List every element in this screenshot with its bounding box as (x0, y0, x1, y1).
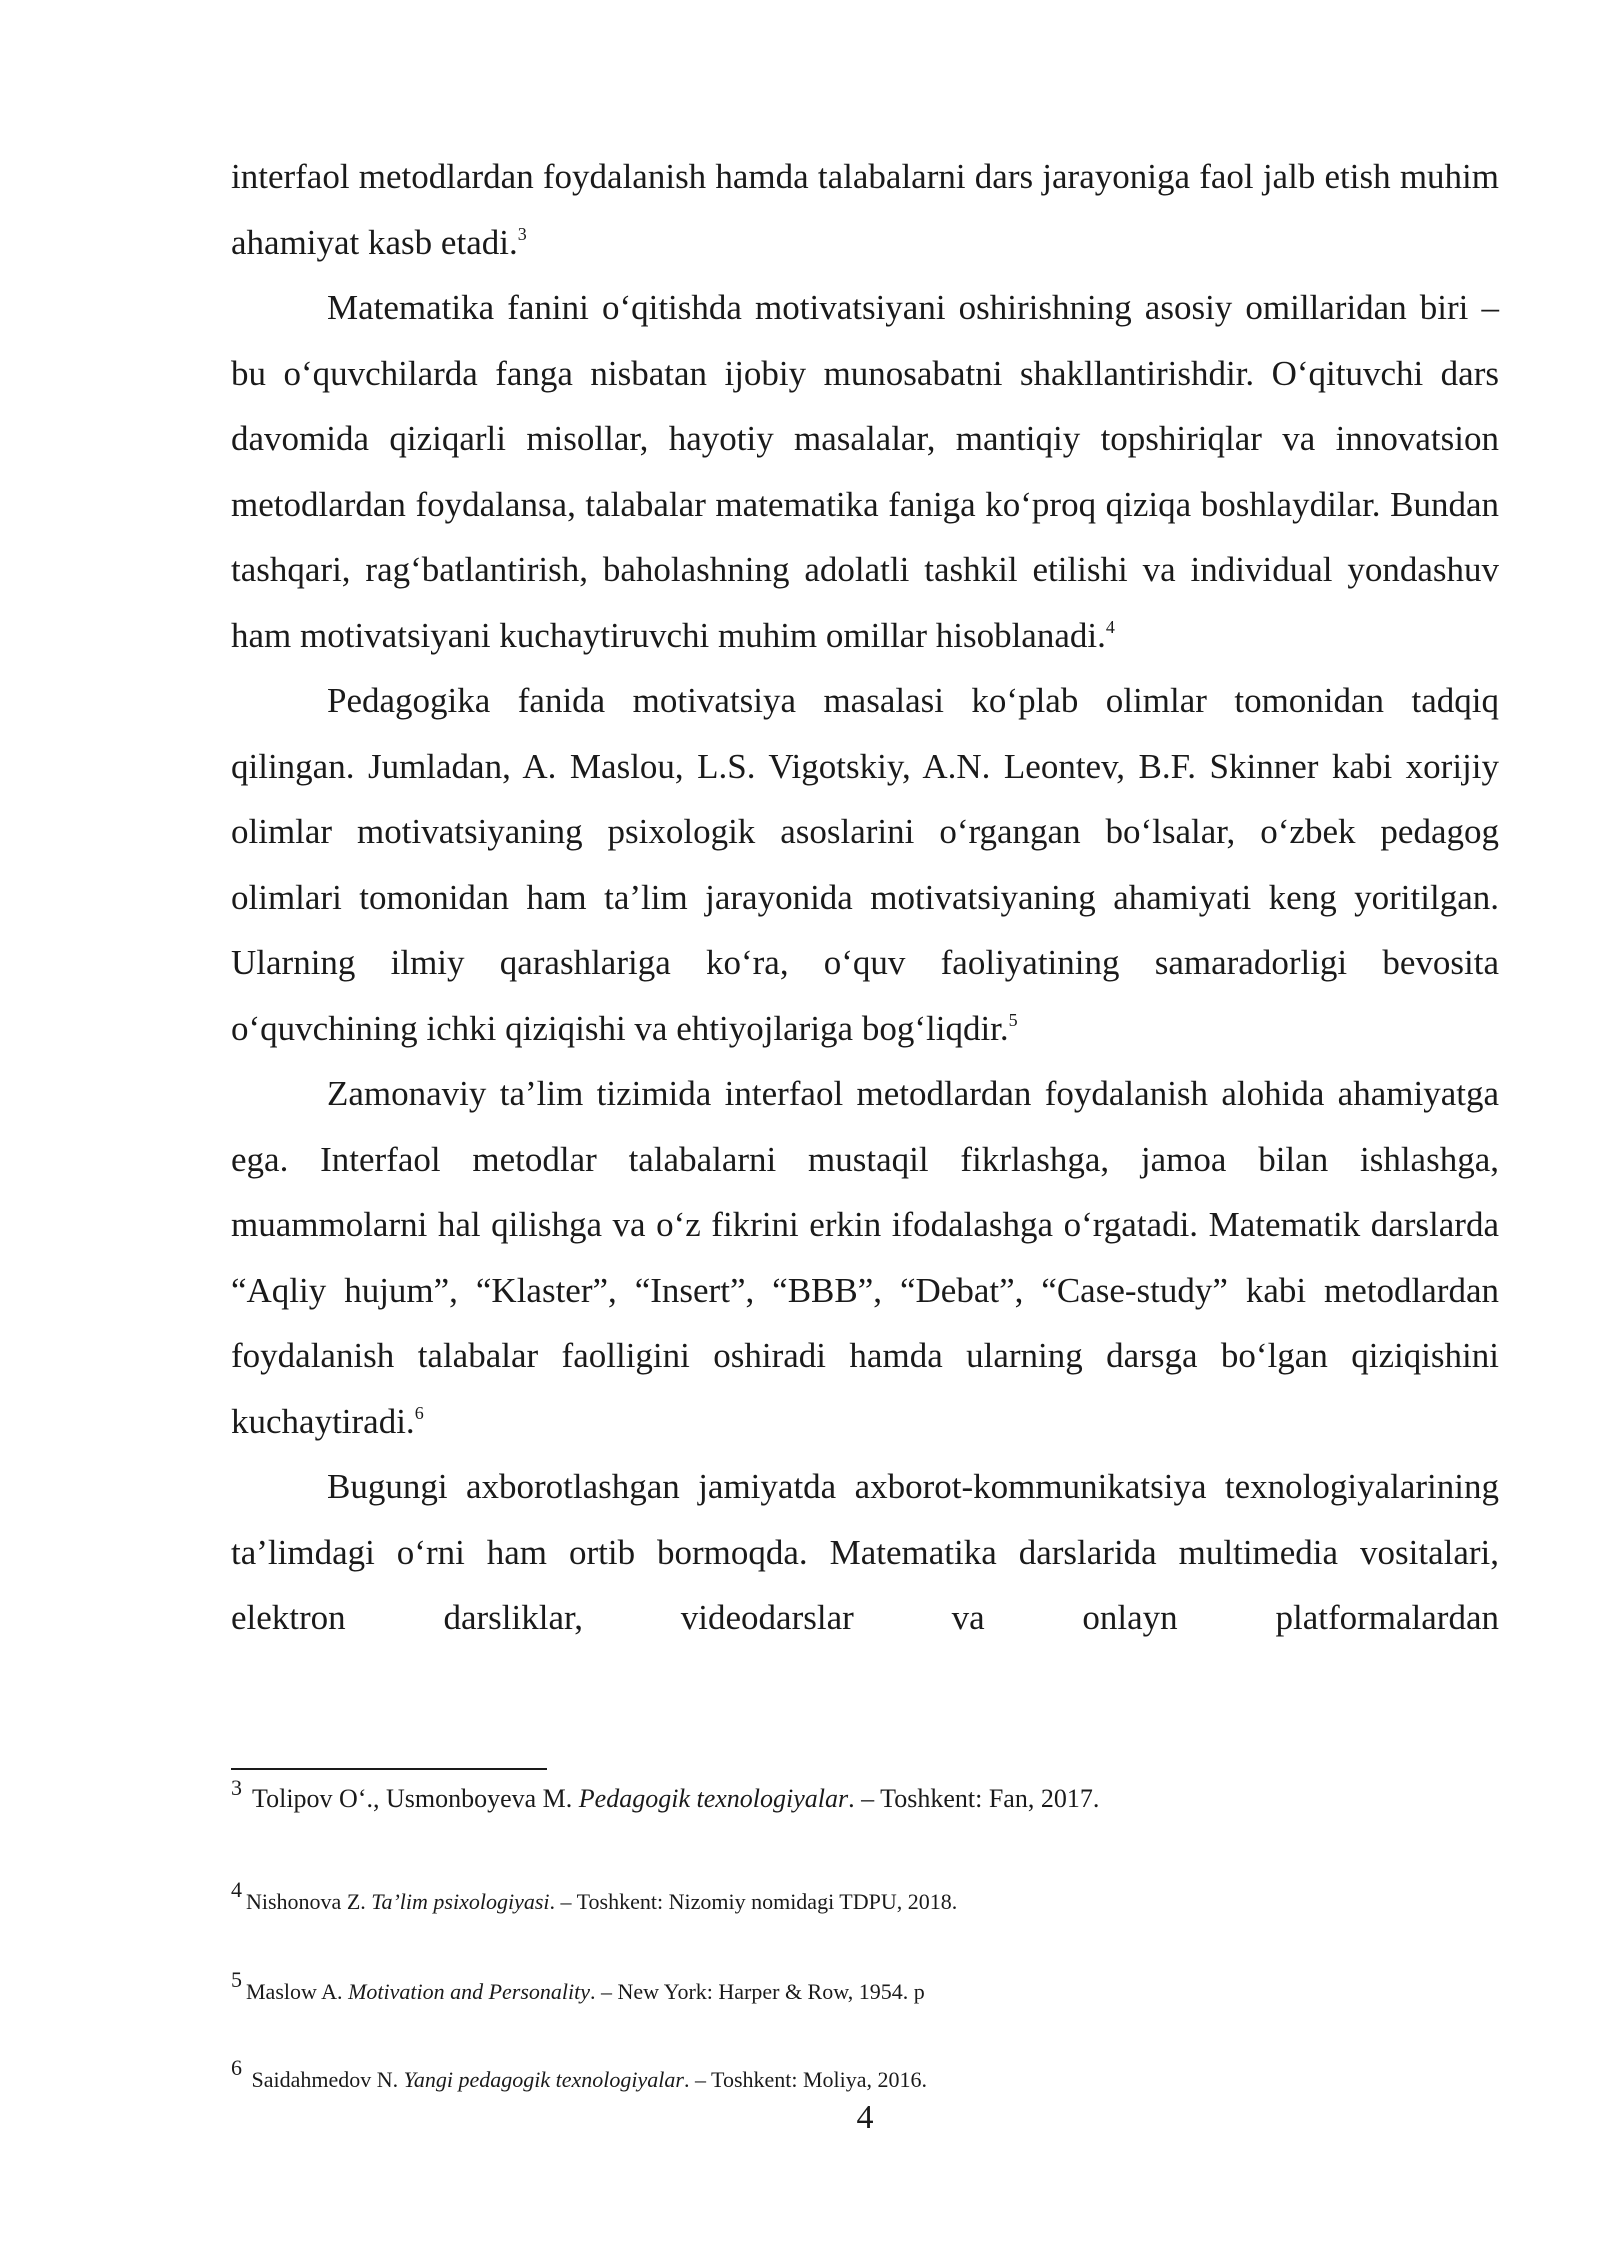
footnote-number: 4 (231, 1877, 242, 1902)
paragraph-text: Pedagogika fanida motivatsiya masalasi ko‘plab olimlar tomonidan tadqiq qilingan. Jumladan, A. Maslou, L.S. Vigotskiy, A.N. Leontev, B.F. Skinner kabi xorijiy olimlar motivatsiyaning psixologik asoslarini o‘rgangan bo‘lsalar, o‘zbek pedagog olimlari tomonidan ham ta’lim jarayonida motivatsiyaning ahamiyati keng yoritilgan. Ularning ilmiy qarashlariga ko‘ra, o‘quv faoliyatining samaradorligi bevosita o‘quvchining ichki qiziqishi va ehtiyojlariga bog‘liqdir. (231, 681, 1499, 1048)
footnote-author: Tolipov O‘., Usmonboyeva M. (252, 1784, 579, 1813)
footnote-separator (231, 1768, 547, 1770)
paragraph-text: Matematika fanini o‘qitishda motivatsiyani oshirishning asosiy omillaridan biri – bu o‘quvchilarda fanga nisbatan ijobiy munosabatni shakllantirishdir. O‘qituvchi dars davomida qiziqarli misollar, hayotiy masalalar, mantiqiy topshiriqlar va innovatsion metodlardan foydalansa, talabalar matematika faniga ko‘proq qiziqa boshlaydilar. Bundan tashqari, rag‘batlantirish, baholashning adolatli tashkil etilishi va individual yondashuv ham motivatsiyani kuchaytiruvchi muhim omillar hisoblanadi. (231, 288, 1499, 655)
footnote-title: Motivation and Personality (348, 1979, 591, 2004)
footnote-author: Maslow A. (246, 1979, 349, 2004)
footnote-reference[interactable]: 6 (414, 1402, 424, 1423)
body-text (231, 144, 1499, 1651)
footnote-number: 6 (231, 2055, 242, 2080)
footnote-author: Nishonova Z. (246, 1889, 372, 1914)
footnote-publisher: . – Toshkent: Moliya, 2016. (683, 2067, 928, 2092)
paragraph-interactive-methods (231, 1061, 1499, 1454)
paragraph-pedagogy-scholars (231, 668, 1499, 1061)
footnote-title: Ta’lim psixologiyasi (371, 1889, 550, 1914)
footnote-reference[interactable]: 4 (1105, 616, 1115, 637)
page-number: 4 (856, 2099, 874, 2136)
paragraph-text: Bugungi axborotlashgan jamiyatda axborot-kommunikatsiya texnologiyalarining ta’limdagi o‘rni ham ortib bormoqda. Matematika darslarida multimedia vositalari, elektron darsliklar, videodarslar va onlayn platformalardan (231, 1467, 1499, 1637)
footnote-4 (231, 1877, 1499, 1917)
paragraph-ict (231, 1454, 1499, 1651)
footnote-reference[interactable]: 3 (517, 223, 527, 244)
footnote-publisher: . – Toshkent: Nizomiy nomidagi TDPU, 2018. (549, 1889, 958, 1914)
footnote-reference[interactable]: 5 (1008, 1009, 1018, 1030)
footnote-number: 5 (231, 1967, 242, 1992)
paragraph-continuation (231, 144, 1499, 275)
footnote-3 (231, 1775, 1499, 1814)
footnote-title: Pedagogik texnologiyalar (578, 1784, 849, 1813)
paragraph-motivation-factors (231, 275, 1499, 668)
footnote-5 (231, 1967, 1499, 2007)
footnote-title: Yangi pedagogik texnologiyalar (403, 2067, 684, 2092)
footnote-number: 3 (231, 1775, 242, 1800)
footnote-publisher: . – New York: Harper & Row, 1954. p (590, 1979, 925, 2004)
footnote-6 (231, 2055, 1499, 2095)
footnote-publisher: . – Toshkent: Fan, 2017. (848, 1784, 1100, 1813)
paragraph-text: interfaol metodlardan foydalanish hamda talabalarni dars jarayoniga faol jalb etish muhim ahamiyat kasb etadi. (231, 157, 1499, 262)
paragraph-text: Zamonaviy ta’lim tizimida interfaol metodlardan foydalanish alohida ahamiyatga ega. Interfaol metodlar talabalarni mustaqil fikrlashga, jamoa bilan ishlashga, muammolarni hal qilishga va o‘z fikrini erkin ifodalashga o‘rgatadi. Matematik darslarda “Aqliy hujum”, “Klaster”, “Insert”, “BBB”, “Debat”, “Case-study” kabi metodlardan foydalanish talabalar faolligini oshiradi hamda ularning darsga bo‘lgan qiziqishini kuchaytiradi. (231, 1074, 1499, 1441)
footnote-author: Saidahmedov N. (251, 2067, 404, 2092)
